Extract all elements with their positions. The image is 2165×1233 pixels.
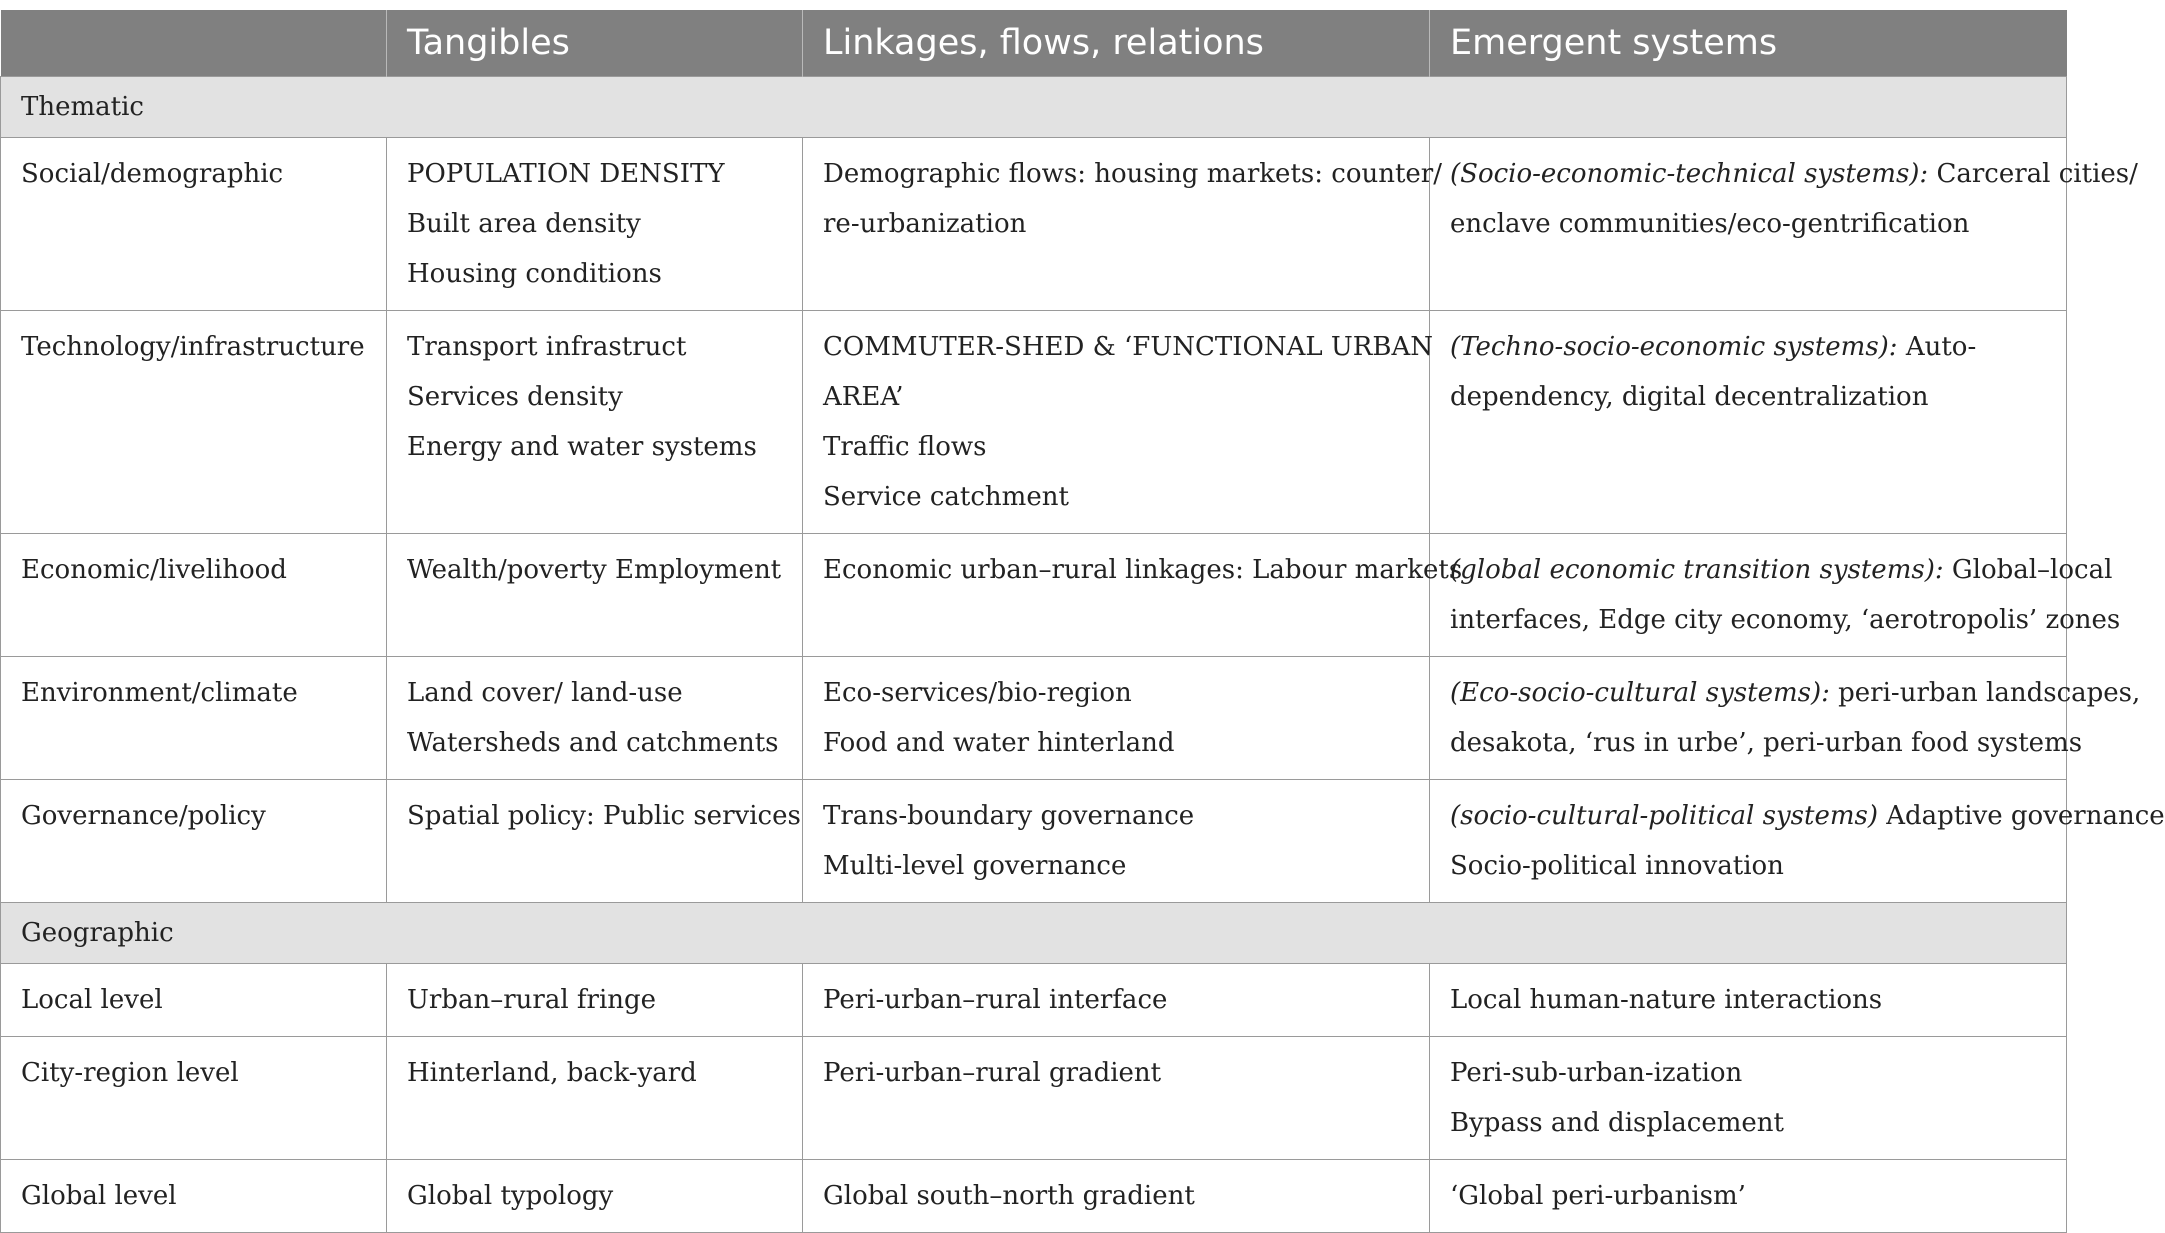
emergent-system-type: (global economic transition systems): bbox=[1450, 555, 1944, 585]
tangibles-line: Housing conditions bbox=[407, 259, 662, 289]
row-label: Global level bbox=[21, 1181, 177, 1211]
row-label-cell bbox=[1, 780, 387, 903]
row-label: Environment/climate bbox=[21, 678, 298, 708]
row-label: Governance/policy bbox=[21, 801, 266, 831]
emergent-line bbox=[1450, 1171, 2046, 1221]
emergent-system-type: (socio-cultural-political systems) bbox=[1450, 801, 1878, 831]
linkages-cell bbox=[803, 780, 1430, 903]
emergent-text: Global–local bbox=[1943, 555, 2113, 585]
tangibles-line: Land cover/ land-use bbox=[407, 678, 683, 708]
linkages-cell bbox=[803, 1037, 1430, 1160]
header-row bbox=[1, 10, 2067, 77]
row-label-cell bbox=[1, 138, 387, 311]
emergent-line bbox=[1450, 322, 2046, 372]
emergent-line bbox=[1450, 1098, 2046, 1148]
table-row bbox=[1, 1037, 2067, 1160]
linkages-line: Peri-urban–rural gradient bbox=[823, 1058, 1162, 1088]
emergent-line bbox=[1450, 791, 2165, 841]
tangibles-cell bbox=[387, 657, 803, 780]
emergent-cell bbox=[1430, 657, 2141, 780]
linkages-cell bbox=[803, 1160, 1430, 1233]
emergent-line bbox=[1450, 199, 2046, 249]
row-label: Social/demographic bbox=[21, 159, 284, 189]
linkages-line: Eco-services/bio-region bbox=[823, 678, 1132, 708]
emergent-text: Carceral cities/ bbox=[1928, 159, 2138, 189]
emergent-text: dependency, digital decentralization bbox=[1450, 382, 1929, 412]
table-body bbox=[1, 77, 2165, 1233]
emergent-system-type: (Socio-economic-technical systems): bbox=[1450, 159, 1929, 189]
table-row bbox=[1, 138, 2067, 311]
emergent-line bbox=[1450, 718, 2083, 768]
emergent-text: Auto- bbox=[1897, 332, 1977, 362]
framework-table bbox=[0, 10, 2165, 1233]
tangibles-line: Wealth/poverty Employment bbox=[407, 555, 782, 585]
row-label: Local level bbox=[21, 985, 163, 1015]
row-label: Economic/livelihood bbox=[21, 555, 287, 585]
tangibles-cell bbox=[387, 1160, 803, 1233]
emergent-text: peri-urban landscapes, bbox=[1829, 678, 2141, 708]
tangibles-line: POPULATION DENSITY bbox=[407, 159, 725, 189]
linkages-line: Food and water hinterland bbox=[823, 728, 1175, 758]
tangibles-line: Energy and water systems bbox=[407, 432, 757, 462]
linkages-line: re-urbanization bbox=[823, 209, 1027, 239]
linkages-line: Peri-urban–rural interface bbox=[823, 985, 1168, 1015]
emergent-cell bbox=[1430, 1037, 2067, 1160]
linkages-line: Demographic flows: housing markets: counter/ bbox=[823, 159, 1442, 189]
section-label: Thematic bbox=[1, 77, 2067, 138]
header-cell-linkages: Linkages, flows, relations bbox=[803, 10, 1430, 77]
row-label-cell bbox=[1, 657, 387, 780]
emergent-system-type: (Techno-socio-economic systems): bbox=[1450, 332, 1898, 362]
emergent-line bbox=[1450, 841, 2046, 891]
header-cell-blank bbox=[1, 10, 387, 77]
header-cell-tangibles: Tangibles bbox=[387, 10, 803, 77]
row-label-cell bbox=[1, 1160, 387, 1233]
table-header bbox=[1, 10, 2067, 77]
tangibles-cell bbox=[387, 311, 803, 534]
tangibles-line: Transport infrastruct bbox=[407, 332, 687, 362]
row-label-cell bbox=[1, 311, 387, 534]
row-label-cell bbox=[1, 534, 387, 657]
table-row bbox=[1, 780, 2067, 903]
linkages-line: Global south–north gradient bbox=[823, 1181, 1195, 1211]
tangibles-cell bbox=[387, 780, 803, 903]
linkages-cell bbox=[803, 311, 1433, 534]
tangibles-line: Hinterland, back-yard bbox=[407, 1058, 697, 1088]
emergent-system-type: (Eco-socio-cultural systems): bbox=[1450, 678, 1830, 708]
linkages-line: Traffic flows bbox=[823, 432, 987, 462]
tangibles-line: Urban–rural fringe bbox=[407, 985, 657, 1015]
emergent-text: Bypass and displacement bbox=[1450, 1108, 1784, 1138]
emergent-text: Adaptive governance bbox=[1877, 801, 2165, 831]
table-row bbox=[1, 657, 2067, 780]
emergent-text: enclave communities/eco-gentrification bbox=[1450, 209, 1970, 239]
emergent-line bbox=[1450, 595, 2121, 645]
emergent-text: ‘Global peri-urbanism’ bbox=[1450, 1181, 1746, 1211]
linkages-line: AREA’ bbox=[823, 382, 904, 412]
tangibles-line: Built area density bbox=[407, 209, 641, 239]
row-label: Technology/infrastructure bbox=[21, 332, 365, 362]
tangibles-line: Watersheds and catchments bbox=[407, 728, 779, 758]
section-row bbox=[1, 903, 2067, 964]
linkages-line: Economic urban–rural linkages: Labour markets bbox=[823, 555, 1463, 585]
emergent-line bbox=[1450, 1048, 2046, 1098]
section-row bbox=[1, 77, 2067, 138]
tangibles-line: Services density bbox=[407, 382, 623, 412]
row-label-cell bbox=[1, 964, 387, 1037]
table-row bbox=[1, 1160, 2067, 1233]
emergent-line bbox=[1450, 149, 2138, 199]
emergent-cell bbox=[1430, 780, 2165, 903]
emergent-text: Local human-nature interactions bbox=[1450, 985, 1883, 1015]
emergent-line bbox=[1450, 975, 2046, 1025]
section-label: Geographic bbox=[1, 903, 2067, 964]
tangibles-cell bbox=[387, 964, 803, 1037]
emergent-line bbox=[1450, 545, 2113, 595]
emergent-line bbox=[1450, 668, 2141, 718]
row-label-cell bbox=[1, 1037, 387, 1160]
tangibles-cell bbox=[387, 138, 803, 311]
linkages-line: Service catchment bbox=[823, 482, 1069, 512]
emergent-cell bbox=[1430, 534, 2121, 657]
emergent-cell bbox=[1430, 1160, 2067, 1233]
emergent-cell bbox=[1430, 311, 2067, 534]
tangibles-line: Spatial policy: Public services bbox=[407, 801, 801, 831]
emergent-text: desakota, ‘rus in urbe’, peri-urban food systems bbox=[1450, 728, 2083, 758]
linkages-cell bbox=[803, 964, 1430, 1037]
emergent-cell bbox=[1430, 138, 2138, 311]
emergent-text: Peri-sub-urban-ization bbox=[1450, 1058, 1743, 1088]
tangibles-cell bbox=[387, 1037, 803, 1160]
row-label: City-region level bbox=[21, 1058, 239, 1088]
tangibles-line: Global typology bbox=[407, 1181, 614, 1211]
linkages-cell bbox=[803, 657, 1430, 780]
emergent-text: interfaces, Edge city economy, ‘aerotropolis’ zones bbox=[1450, 605, 2121, 635]
emergent-cell bbox=[1430, 964, 2067, 1037]
emergent-line bbox=[1450, 372, 2046, 422]
linkages-cell bbox=[803, 534, 1463, 657]
tangibles-cell bbox=[387, 534, 803, 657]
linkages-cell bbox=[803, 138, 1442, 311]
emergent-text: Socio-political innovation bbox=[1450, 851, 1784, 881]
table-row bbox=[1, 311, 2067, 534]
linkages-line: COMMUTER-SHED & ‘FUNCTIONAL URBAN bbox=[823, 332, 1433, 362]
linkages-line: Trans-boundary governance bbox=[823, 801, 1195, 831]
table-row bbox=[1, 964, 2067, 1037]
table-row bbox=[1, 534, 2067, 657]
linkages-line: Multi-level governance bbox=[823, 851, 1127, 881]
header-cell-emergent: Emergent systems bbox=[1430, 10, 2067, 77]
